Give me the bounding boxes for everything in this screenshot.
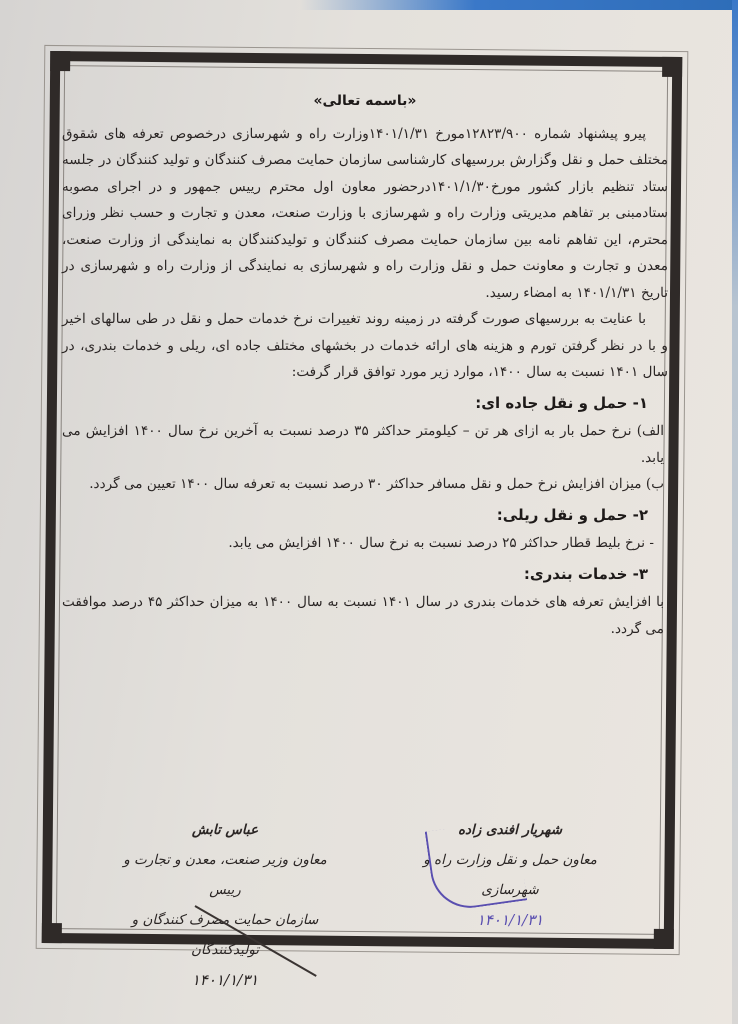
document-body: [62, 88, 668, 642]
section-item-train-ticket: - نرخ بلیط قطار حداکثر ۲۵ درصد نسبت به نرخ سال ۱۴۰۰ افزایش می یابد.: [228, 535, 654, 551]
section-heading-rail: ۲- حمل و نقل ریلی:: [496, 505, 648, 524]
signatory-name: عباس تابش: [191, 822, 259, 838]
frame-corner: [50, 51, 70, 71]
intro-paragraph: پیرو پیشنهاد شماره ۱۲۸۲۳/۹۰۰مورخ ۱۴۰۱/۱/۳۱وزارت راه و شهرسازی درخصوص تعرفه های شقوق مختلف حمل و نقل وگزارش بررسیهای کارشناسی سازمان حمایت مصرف کنندگان و تولید کنندگان در جلسه ستاد تنظیم بازار کشور مورخ۱۴۰۱/۱/۳۰درحضور معاون اول محترم رییس جمهور و در اجرای مصوبه ستادمبنی بر تفاهم مدیریتی وزارت راه و شهرسازی با وزارت صنعت، معدن و تجارت و حسب نظر وزرای محترم، این تفاهم نامه بین سازمان حمایت مصرف کنندگان و تولیدکنندگان به نمایندگی از وزارت صنعت، معدن و تجارت و معاونت حمل و نقل وزارت راه و شهرسازی به نمایندگی از وزارت راه و شهرسازی در تاریخ ۱۴۰۱/۱/۳۱ به امضاء رسید.: [62, 125, 668, 301]
section-item-passenger: ب) میزان افزایش نرخ حمل و نقل مسافر حداکثر ۳۰ درصد نسبت به تعرفه سال ۱۴۰۰ تعیین می گردد.: [89, 476, 664, 492]
section-item-freight: الف) نرخ حمل بار به ازای هر تن – کیلومتر حداکثر ۳۵ درصد نسبت به آخرین نرخ سال ۱۴۰۰ افزایش می یابد.: [62, 423, 664, 466]
signatory-organization: سازمان حمایت مصرف کنندگان و تولیدکنندگان: [131, 912, 319, 958]
frame-corner: [654, 929, 674, 949]
background-right-edge: [732, 0, 738, 1024]
section-heading-road: ۱- حمل و نقل جاده ای:: [475, 393, 648, 412]
background-blue-edge: [300, 0, 738, 10]
frame-corner: [662, 57, 682, 77]
signature-date: ۱۴۰۱/۱/۳۱: [191, 971, 259, 989]
signatory-name: شهریار افندی زاده: [457, 822, 563, 838]
agreement-paragraph: با عنایت به بررسیهای صورت گرفته در زمینه روند تغییرات نرخ خدمات حمل و نقل در طی سالهای اخیر و با در نظر گرفتن تورم و هزینه های ارائه خدمات در بخشهای مختلف جاده ای، ریلی و خدمات بندری، در سال ۱۴۰۱ نسبت به سال ۱۴۰۰، موارد زیر مورد توافق قرار گرفت:: [62, 311, 668, 380]
signatory-title: معاون حمل و نقل وزارت راه و شهرسازی: [423, 852, 597, 898]
signature-date: ۱۴۰۱/۱/۳۱: [476, 911, 544, 929]
section-heading-port: ۳- خدمات بندری:: [523, 564, 648, 583]
section-item-port-tariff: با افزایش تعرفه های خدمات بندری در سال ۱۴۰۱ نسبت به سال ۱۴۰۰ به میزان حداکثر ۴۵ درصد موافقت می گردد.: [62, 594, 665, 637]
signatory-title: معاون وزیر صنعت، معدن و تجارت و رییس: [123, 852, 327, 898]
document-title: «باسمه تعالی»: [313, 93, 417, 109]
frame-corner: [42, 923, 62, 943]
